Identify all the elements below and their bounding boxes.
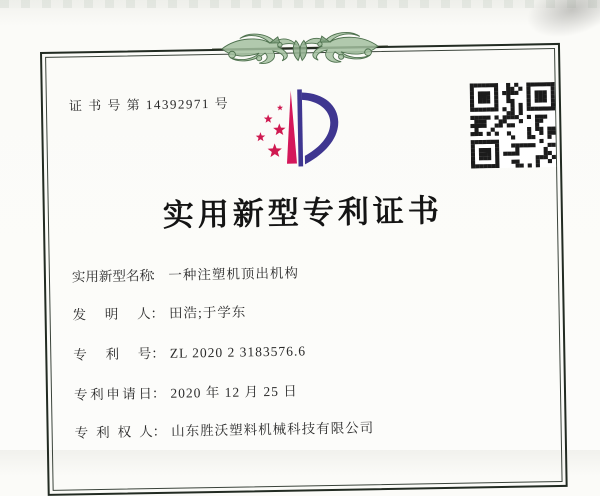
field-label: 专利申请日 [73,386,153,403]
field-patentee [74,416,374,441]
field-colon: ： [152,423,167,440]
field-value: ZL 2020 2 3183576.6 [169,343,307,361]
field-label: 发 明 人 [72,306,151,323]
qr-code [470,82,556,168]
certificate-number: 证 书 号 第 14392971 号 [68,95,230,114]
field-utility-model-name [72,262,299,286]
logo-purple-bar [297,89,303,166]
paper-curl-shadow [519,0,600,48]
cnipa-patent-logo-icon [243,85,355,179]
scan-edge-pattern [0,0,600,8]
field-value: 山东胜沃塑料机械科技有限公司 [171,420,375,439]
field-patent-number [73,339,306,363]
field-label: 专 利 号 [73,346,152,363]
field-value: 一种注塑机顶出机构 [168,265,300,283]
logo-red-wedge [286,91,297,164]
field-label: 专 利 权 人 [74,424,153,441]
logo-stars [255,105,286,158]
field-value: 田浩;于学东 [168,304,247,321]
logo-purple-bowl [302,92,339,165]
field-filing-date [74,380,298,404]
certificate-frame [40,43,568,496]
field-colon: ： [151,345,165,362]
field-colon: ： [150,305,165,322]
field-label: 实用新型名称 [71,268,154,285]
green-dragon-scroll-ornament-icon [212,29,389,68]
field-colon: ： [151,385,166,402]
field-value: 2020 年 12 月 25 日 [170,383,298,401]
field-colon: ： [149,267,164,284]
certificate-title: 实用新型专利证书 [162,192,444,233]
field-inventor [72,300,246,323]
